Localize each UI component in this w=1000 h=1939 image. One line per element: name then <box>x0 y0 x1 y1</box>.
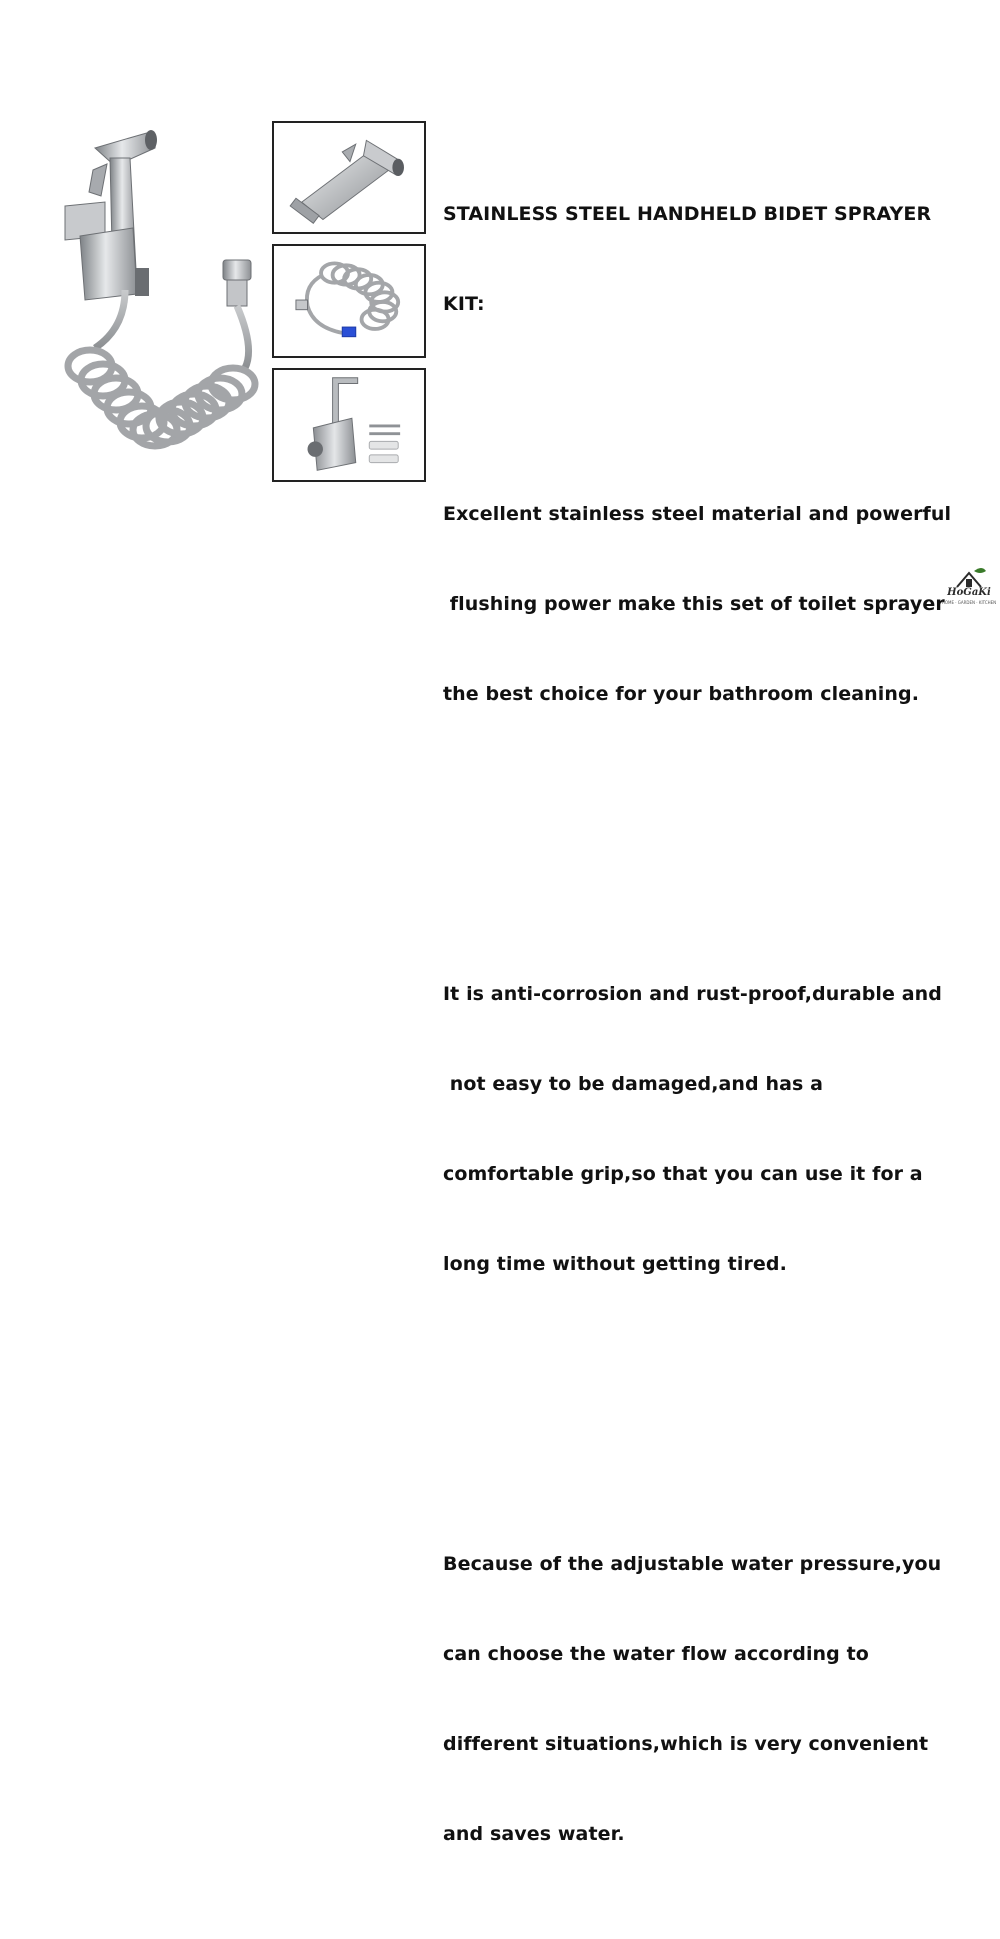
text-line: not easy to be damaged,and has a <box>443 1073 824 1095</box>
paragraph-material <box>443 439 952 769</box>
thumbnail-sprayer-head <box>272 121 426 234</box>
main-product-image <box>55 118 275 498</box>
text-line: Excellent stainless steel material and powerful <box>443 503 952 525</box>
text-line: comfortable grip,so that you can use it for a <box>443 1163 923 1185</box>
logo-tagline: HOME · GARDEN · KITCHEN <box>941 600 997 605</box>
text-line: the best choice for your bathroom cleaning. <box>443 683 920 705</box>
text-line: Because of the adjustable water pressure,you <box>443 1553 942 1575</box>
brand-logo <box>940 565 998 610</box>
heading-line: KIT: <box>443 293 485 315</box>
paragraph-pressure <box>443 1489 943 1909</box>
text-line: and saves water. <box>443 1823 625 1845</box>
logo-name: HoGaKi <box>947 587 991 598</box>
heading-line: STAINLESS STEEL HANDHELD BIDET SPRAYER <box>443 203 932 225</box>
thumbnail-holder-screws <box>272 368 426 482</box>
text-line: different situations,which is very convenient <box>443 1733 929 1755</box>
product-heading <box>443 139 943 379</box>
paragraph-durability <box>443 919 943 1339</box>
text-line: long time without getting tired. <box>443 1253 787 1275</box>
thumbnail-coiled-hose <box>272 244 426 358</box>
text-line: can choose the water flow according to <box>443 1643 869 1665</box>
text-line: It is anti-corrosion and rust-proof,durable and <box>443 983 942 1005</box>
description-text <box>443 79 952 1939</box>
text-line: flushing power make this set of toilet sprayer <box>443 593 945 615</box>
house-leaf-icon <box>940 565 998 589</box>
